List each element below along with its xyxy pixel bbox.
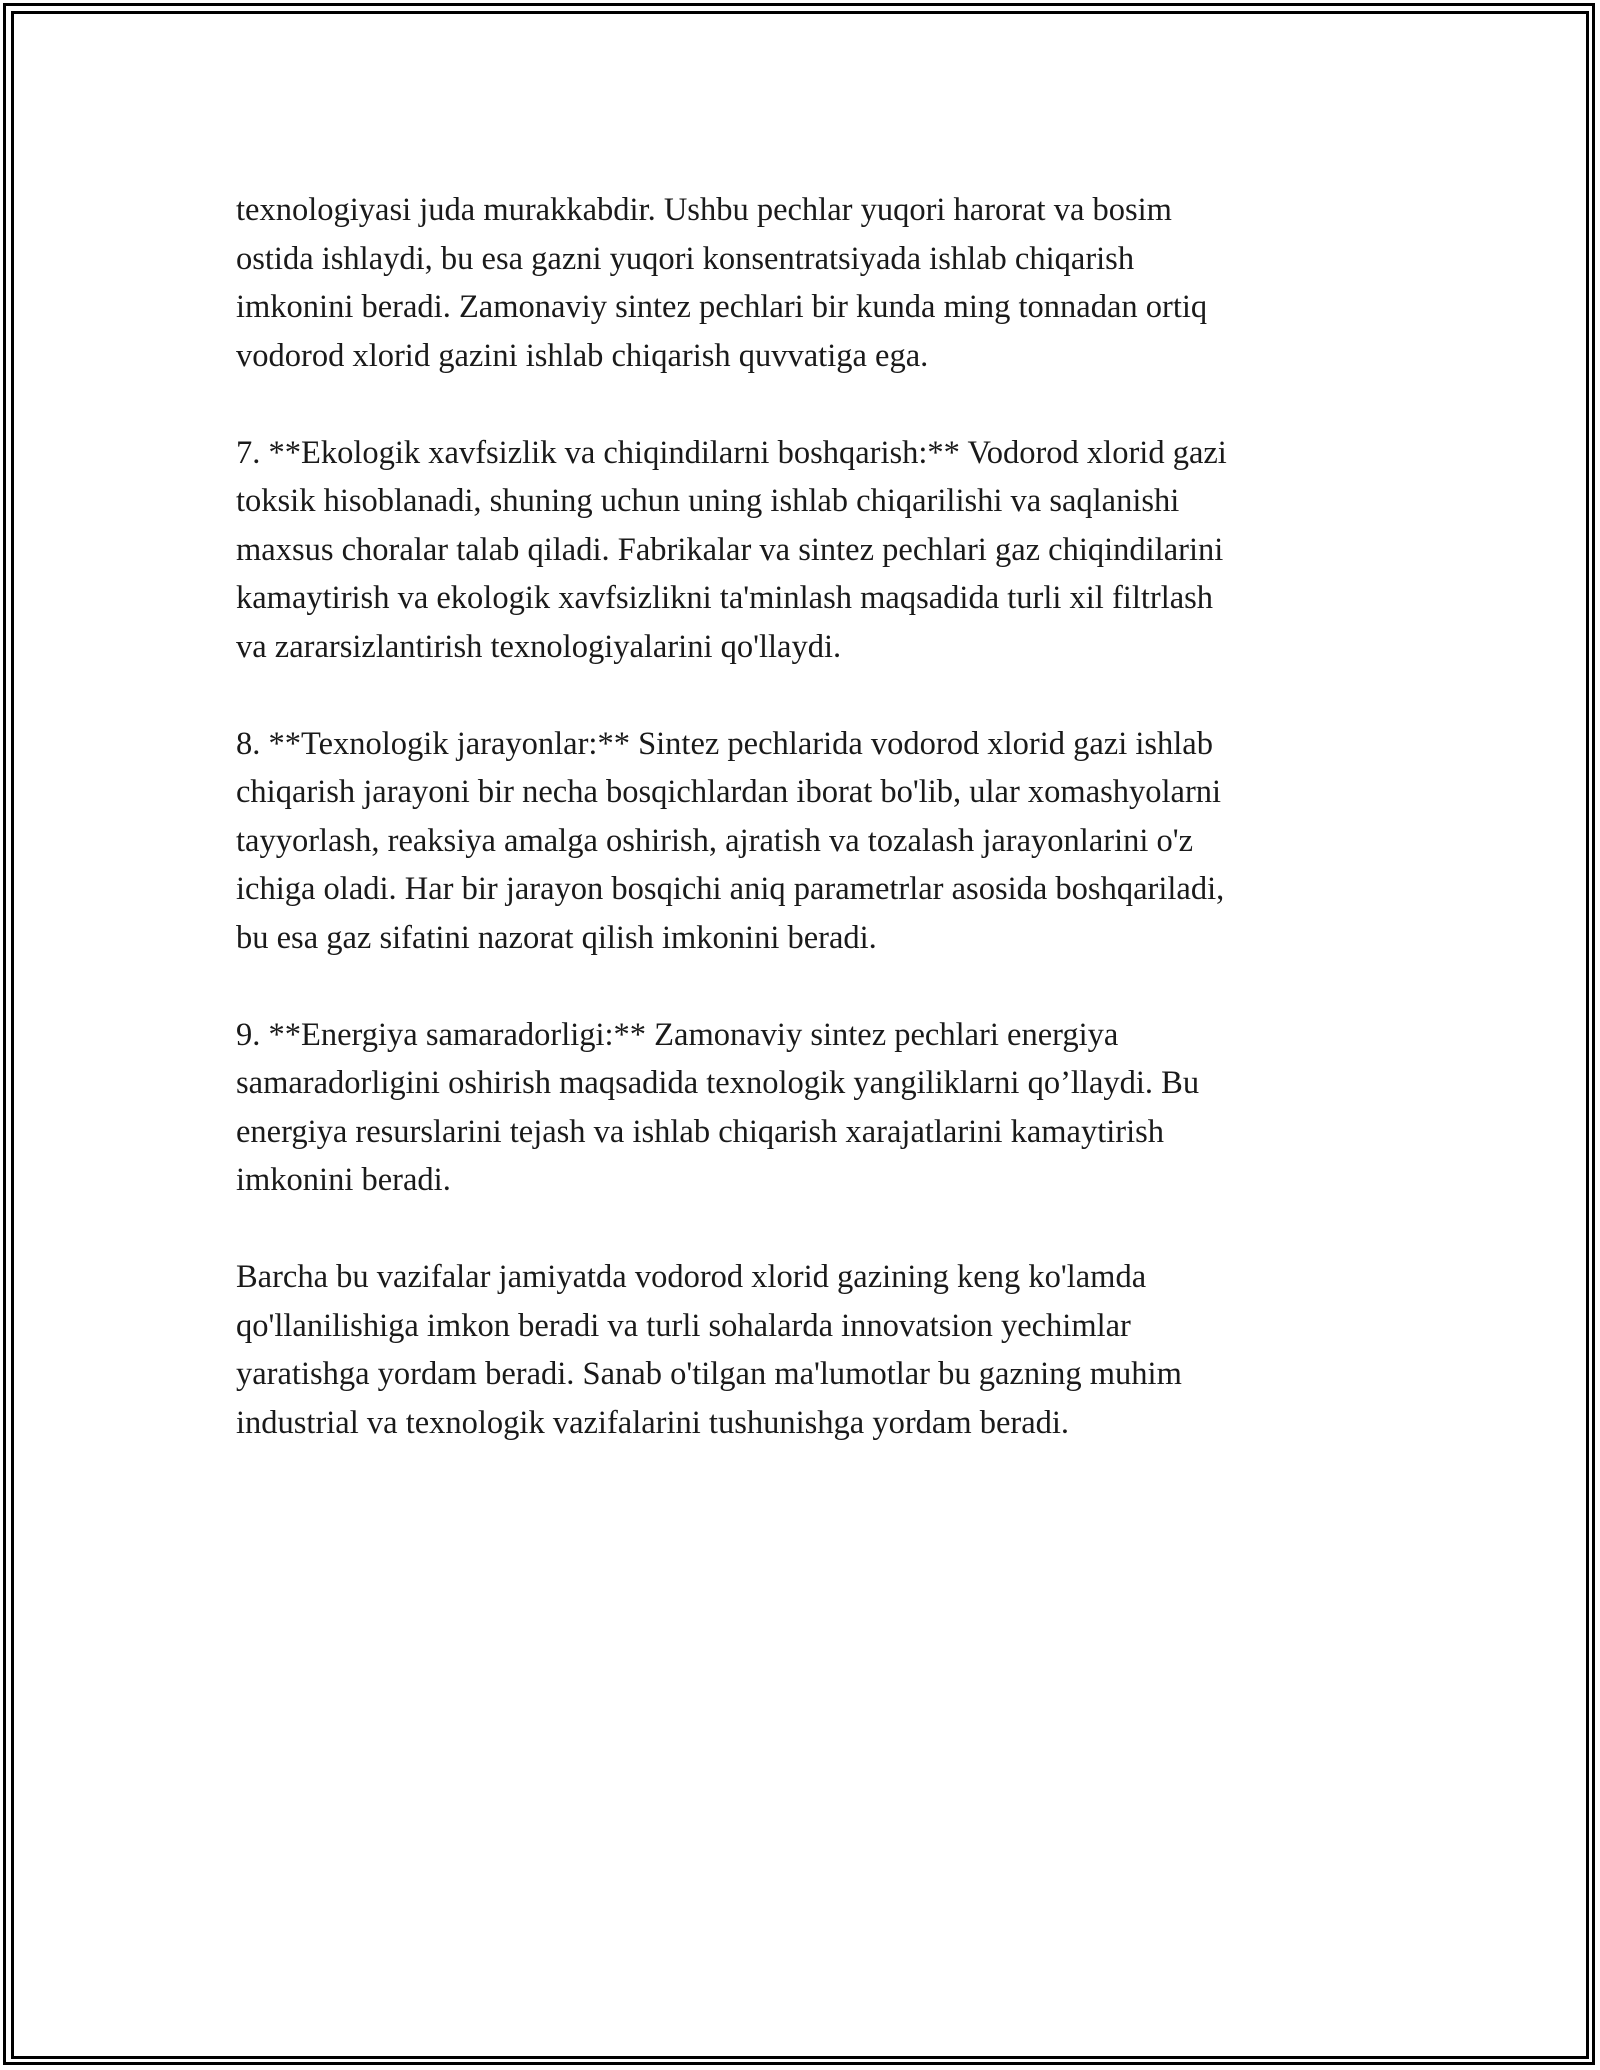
document-body [236, 186, 1416, 1447]
paragraph-item-9: 9. **Energiya samaradorligi:** Zamonaviy sintez pechlari energiya samaradorligini oshirish maqsadida texnologik yangiliklarni qo’llaydi. Bu energiya resurslarini tejash va ishlab chiqarish xarajatlarini kamaytirish imkonini beradi. [236, 1016, 1200, 1198]
paragraph-item-8: 8. **Texnologik jarayonlar:** Sintez pechlarida vodorod xlorid gazi ishlab chiqarish jarayoni bir necha bosqichlardan iborat bo'lib, ular xomashyolarni tayyorlash, reaksiya amalga oshirish, ajratish va tozalash jarayonlarini o'z ichiga oladi. Har bir jarayon bosqichi aniq parametrlar asosida boshqariladi, bu esa gaz sifatini nazorat qilish imkonini beradi. [236, 725, 1225, 956]
paragraph-continuation: texnologiyasi juda murakkabdir. Ushbu pechlar yuqori harorat va bosim ostida ishlaydi, bu esa gazni yuqori konsentratsiyada ishlab chiqarish imkonini beradi. Zamonaviy sintez pechlari bir kunda ming tonnadan ortiq vodorod xlorid gazini ishlab chiqarish quvvatiga ega. [236, 192, 1208, 374]
paragraph-conclusion: Barcha bu vazifalar jamiyatda vodorod xlorid gazining keng ko'lamda qo'llanilishiga imkon beradi va turli sohalarda innovatsion yechimlar yaratishga yordam beradi. Sanab o'tilgan ma'lumotlar bu gazning muhim industrial va texnologik vazifalarini tushunishga yordam beradi. [236, 1259, 1182, 1441]
paragraph-item-7: 7. **Ekologik xavfsizlik va chiqindilarni boshqarish:** Vodorod xlorid gazi toksik hisoblanadi, shuning uchun uning ishlab chiqarilishi va saqlanishi maxsus choralar talab qiladi. Fabrikalar va sintez pechlari gaz chiqindilarini kamaytirish va ekologik xavfsizlikni ta'minlash maqsadida turli xil filtrlash va zararsizlantirish texnologiyalarini qo'llaydi. [236, 434, 1227, 665]
